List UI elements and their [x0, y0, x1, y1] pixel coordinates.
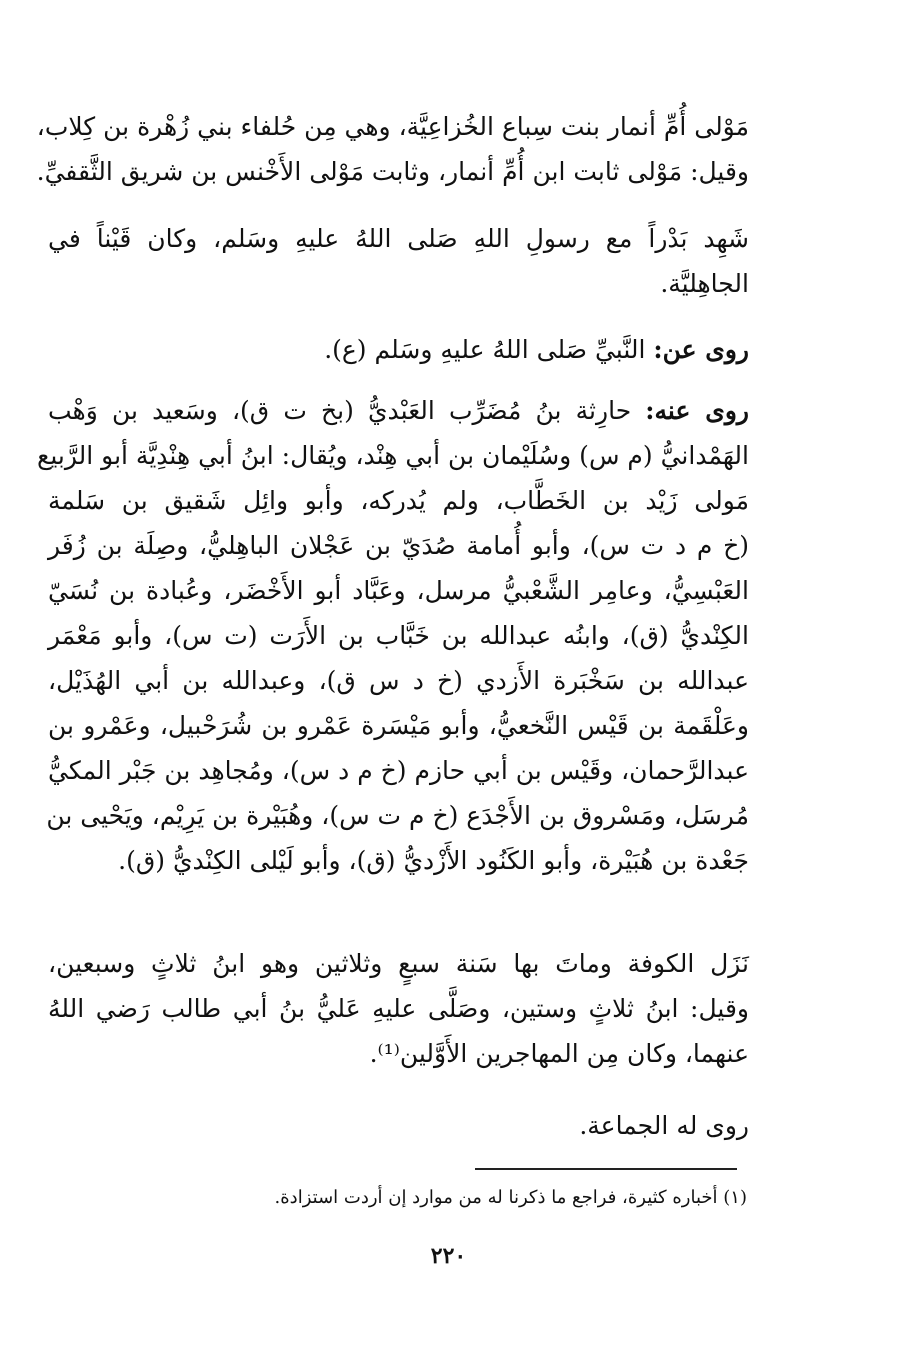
text-line: جَعْدة بن هُبَيْرة، وأبو الكَنُود الأَزْديُّ (ق)، وأبو لَيْلى الكِنْديُّ (ق). [118, 846, 749, 875]
text-line: (خ م د ت س)، وأبو أُمامة صُدَيّ بن عَجْلان الباهِليُّ، وصِلَة بن زُفَر [48, 531, 749, 560]
text-line: نَزَل الكوفة وماتَ بها سَنة سبعٍ وثلاثين وهو ابنُ ثلاثٍ وسبعين، [48, 949, 749, 978]
footnote-separator [475, 1168, 737, 1170]
text-line [48, 388, 749, 433]
footnote [275, 1183, 747, 1213]
section-lead: روى عن: [653, 335, 749, 364]
text-line: الجاهِليَّة. [660, 269, 749, 298]
text-line: وقيل: ابنُ ثلاثٍ وستين، وصَلَّى عليهِ عَليُّ بنُ أبي طالب رَضي اللهُ [48, 994, 749, 1023]
text-run: حارِثة بنُ مُضَرِّب العَبْديُّ (بخ ت ق)، وسَعيد بن وَهْب [48, 396, 632, 425]
section-lead: روى عنه: [645, 396, 749, 425]
text-line: مُرسَل، ومَسْروق بن الأَجْدَع (خ م ت س)، وهُبَيْرة بن يَرِيْم، ويَحْيى بن [46, 801, 749, 830]
paragraph-rawa-anhu [37, 388, 749, 883]
paragraph-rawa-an [48, 327, 749, 372]
text-line: عبدالرَّحمان، وقَيْس بن أبي حازم (خ م د س)، ومُجاهِد بن جَبْر المكيُّ [48, 756, 749, 785]
text-run: النَّبيِّ صَلى اللهُ عليهِ وسَلم (ع). [324, 335, 646, 364]
text-line: عنهما، وكان مِن المهاجرين الأَوَّلين⁽¹⁾. [369, 1039, 749, 1068]
text-line: مَولى زَيْد بن الخَطَّاب، ولم يُدركه، وأبو وائِل شَقيق بن سَلمة [48, 486, 749, 515]
paragraph-death [48, 941, 749, 1076]
text-line: وقيل: مَوْلى ثابت ابن أُمِّ أنمار، وثابت مَوْلى الأَخْنس بن شريق الثَّقفيِّ. [36, 157, 749, 186]
paragraph-badr [48, 216, 749, 306]
text-line: روى له الجماعة. [579, 1111, 749, 1140]
text-line: الهَمْدانيُّ (م س) وسُلَيْمان بن أبي هِنْد، ويُقال: ابنُ أبي هِنْدِيَّة أبو الرَّبيع [37, 441, 749, 470]
text-line: عبدالله بن سَخْبَرة الأَزدي (خ د س ق)، وعبدالله بن أبي الهُذَيْل، [48, 666, 749, 695]
text-line: مَوْلى أُمِّ أنمار بنت سِباع الخُزاعِيَّة، وهي مِن حُلفاء بني زُهْرة بن كِلاب، [36, 112, 749, 141]
footnote-marker: (١) [723, 1187, 747, 1208]
text-line: الكِنْديُّ (ق)، وابنُه عبدالله بن خَبَّاب بن الأَرَت (ت س)، وأبو مَعْمَر [48, 621, 749, 650]
footnote-text: أخباره كثيرة، فراجع ما ذكرنا له من موارد إن أردت استزادة. [274, 1187, 718, 1208]
page-number: ٢٢٠ [430, 1243, 467, 1269]
text-line: شَهِد بَدْراً مع رسولِ اللهِ صَلى اللهُ عليهِ وسَلم، وكان قَيْناً في [48, 224, 749, 253]
text-line [48, 327, 749, 372]
text-line: وعَلْقَمة بن قَيْس النَّخعيُّ، وأبو مَيْسَرة عَمْرو بن شُرَحْبيل، وعَمْرو بن [48, 711, 749, 740]
text-line: العَبْسِيُّ، وعامِر الشَّعْبيُّ مرسل، وعَبَّاد أبو الأَخْضَر، وعُبادة بن نُسَيّ [48, 576, 749, 605]
paragraph-mawla [36, 104, 749, 194]
paragraph-jamaa [48, 1103, 749, 1148]
